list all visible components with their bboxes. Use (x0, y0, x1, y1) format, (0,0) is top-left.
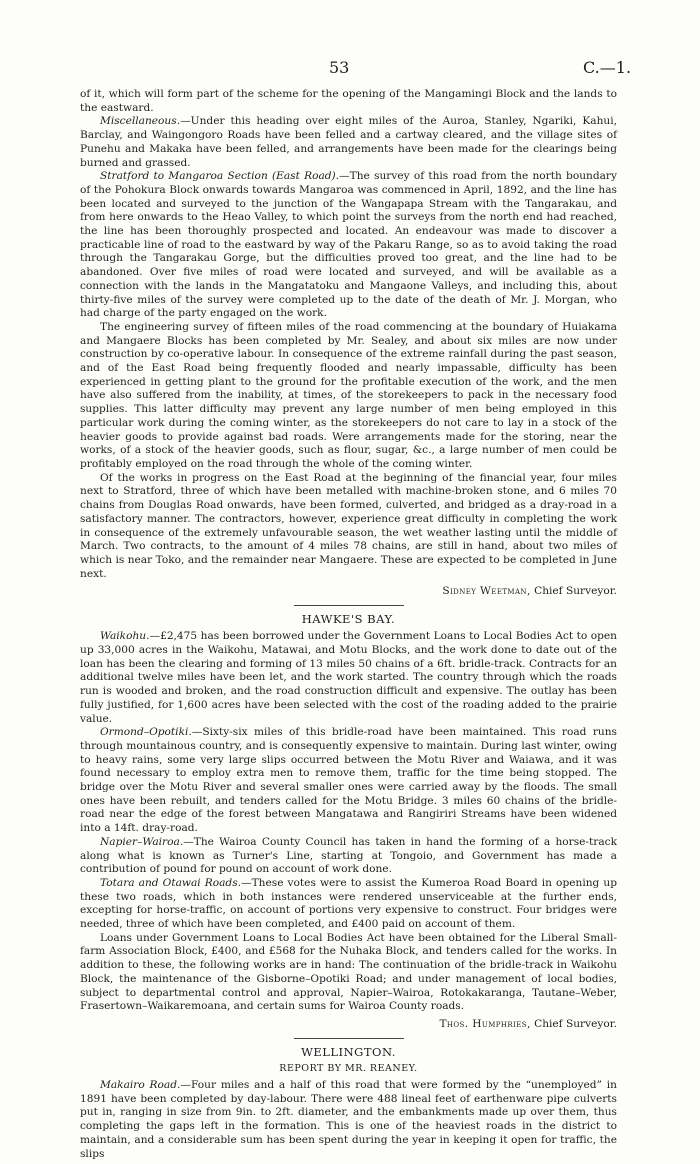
paragraph: Miscellaneous.—Under this heading over eight miles of the Auroa, Stanley, Ngariki, Kahui, Barclay, and Waingongoro Roads have been felled and a cartway cleared, and the village sites of Punehu and Makaka have been felled, and arrangements have been made for the clearings being burned and grassed. (80, 115, 617, 169)
signatory-name: Thos. Humphries, (439, 1018, 531, 1030)
paragraph: Of the works in progress on the East Road at the beginning of the financial year, four miles next to Stratford, three of which have been metalled with machine-broken stone, and 6 miles 70 chains from Douglas Road onwards, have been formed, culverted, and bridged as a dray-road in a satisfactory manner. The contractors, however, experience great difficulty in completing the work in consequence of the extremely unfavourable season, the wet weather lasting until the middle of March. Two contracts, to the amount of 4 miles 78 chains, are still in hand, about two miles of which is near Toko, and the remainder near Mangaere. These are expected to be completed in June next. (80, 471, 617, 580)
paragraph-heading: Miscellaneous. (100, 115, 181, 128)
signature-line (80, 584, 617, 598)
paragraph-heading: Makairo Road. (100, 1079, 181, 1091)
paragraph: Waikohu.—£2,475 has been borrowed under the Government Loans to Local Bodies Act to open up 33,000 acres in the Waikohu, Matawai, and Motu Blocks, and the work done to date out of the loan has been the clearing and forming of 13 miles 50 chains of a 6ft. bridle-track. Contracts for an additional twelve miles have been let, and the work started. The country through which the roads run is wooded and broken, and the road construction difficult and expensive. The outlay has been fully justified, for 1,600 acres have been selected with the cost of the roading added to the prairie value. (80, 630, 617, 725)
paragraph: Ormond–Opotiki.—Sixty-six miles of this bridle-road have been maintained. This road runs through mountainous country, and is consequently expensive to maintain. During last winter, owing to heavy rains, some very large slips occurred between the Motu River and Waiawa, and it was found necessary to employ extra men to remove them, traffic for the time being stopped. The bridge over the Motu River and several smaller ones were carried away by the floods. The small ones have been rebuilt, and tenders called for the Motu Bridge. 3 miles 60 chains of the bridle-road near the edge of the forest between Mangatawa and Rangiriri Streams have been widened into a 14ft. dray-road. (80, 726, 617, 835)
paragraph: Stratford to Mangaroa Section (East Road).—The survey of this road from the north boundary of the Pohokura Block onwards towards Mangaroa was commenced in April, 1892, and the line has been located and surveyed to the junction of the Wangapapa Stream with the Tangarakau, and from here onwards to the Heao Valley, to which point the surveys from the north end had reached, the line has been thoroughly prospected and located. An endeavour was made to discover a practicable line of road to the eastward by way of the Pakaru Range, so as to avoid taking the road through the Tangarakau Gorge, but the difficulties proved too great, and the line had to be abandoned. Over five miles of road were located and surveyed, and will be available as a connection with the lands in the Mangatatoku and Mangaone Valleys, and including this, about thirty-five miles of the survey were completed up to the date of the death of Mr. J. Morgan, who had charge of the party engaged on the work. (80, 170, 617, 320)
paragraph: Loans under Government Loans to Local Bodies Act have been obtained for the Liberal Small-farm Association Block, £400, and £568 for the Nuhaka Block, and tenders called for the works. In addition to these, the following works are in hand: The continuation of the bridle-track in Waikohu Block, the maintenance of the Gisborne–Opotiki Road; and under management of local bodies, subject to departmental control and approval, Napier–Wairoa, Rotokakaranga, Tautane–Weber, Frasertown–Waikaremoana, and certain sums for Wairoa County roads. (80, 931, 617, 1013)
text-column (80, 88, 617, 1161)
section-heading: HAWKE'S BAY. (301, 612, 396, 627)
paragraph-heading: Napier–Wairoa. (100, 835, 184, 848)
section-divider (294, 605, 404, 606)
paragraph: of it, which will form part of the scheme for the opening of the Mangamingi Block and the lands to the eastward. (80, 88, 617, 114)
paragraph-heading: Ormond–Opotiki. (100, 726, 192, 739)
paragraph: Totara and Otawai Roads.—These votes were to assist the Kumeroa Road Board in opening up these two roads, which in both instances were rendered unserviceable at the further ends, excepting for horse-traffic, on account of portions very expensive to construct. Four bridges were needed, three of which have been completed, and £400 paid on account of them. (80, 876, 617, 931)
paragraph-heading: Waikohu. (100, 630, 150, 643)
paragraph: Napier–Wairoa.—The Wairoa County Council has taken in hand the forming of a horse-track along what is known as Turner's Line, starting at Tongoio, and Government has made a contribution of pound for pound on account of work done. (80, 835, 617, 876)
paragraph: Makairo Road.—Four miles and a half of this road that were formed by the “unemployed” in 1891 have been completed by day-labour. There were 488 lineal feet of earthenware pipe culverts put in, ranging in size from 9in. to 2ft. diameter, and the embankments made up over them, thus completing the gaps left in the formation. This is one of the heaviest roads in the district to maintain, and a considerable sum has been spent during the year in keeping it open for traffic, the slips (80, 1079, 617, 1160)
page-number: 53 (329, 58, 350, 77)
section-heading: WELLINGTON. (301, 1045, 396, 1059)
signatory-title: Chief Surveyor. (530, 585, 617, 598)
paragraph: The engineering survey of fifteen miles of the road commencing at the boundary of Huiakama and Mangaere Blocks has been completed by Mr. Sealey, and about six miles are now under construction by co-operative labour. In consequence of the extreme rainfall during the past season, and of the East Road being frequently flooded and nearly impassable, difficulty has been experienced in getting plant to the ground for the profitable execution of the work, and the men have also suffered from the inability, at times, of the storekeepers to pack in the necessary food supplies. This latter difficulty may prevent any large number of men being employed in this particular work during the coming winter, as the storekeepers do not care to lay in a stock of the heavier goods to provide against bad roads. Were arrangements made for the storing, near the works, of a stock of the heavier goods, such as flour, sugar, &c., a large number of men could be profitably employed on the road through the whole of the coming winter. (80, 320, 617, 470)
paragraph-heading: Totara and Otawai Roads. (100, 876, 242, 889)
section-divider (294, 1038, 404, 1039)
signature-line (80, 1017, 617, 1031)
paragraph-heading: Stratford to Mangaroa Section (East Road). (100, 170, 340, 183)
signatory-name: Sidney Weetman, (442, 585, 531, 598)
section-subheading: REPORT BY MR. REANEY. (279, 1063, 418, 1074)
signatory-title: Chief Surveyor. (530, 1018, 617, 1030)
document-reference: C.—1. (583, 58, 632, 77)
